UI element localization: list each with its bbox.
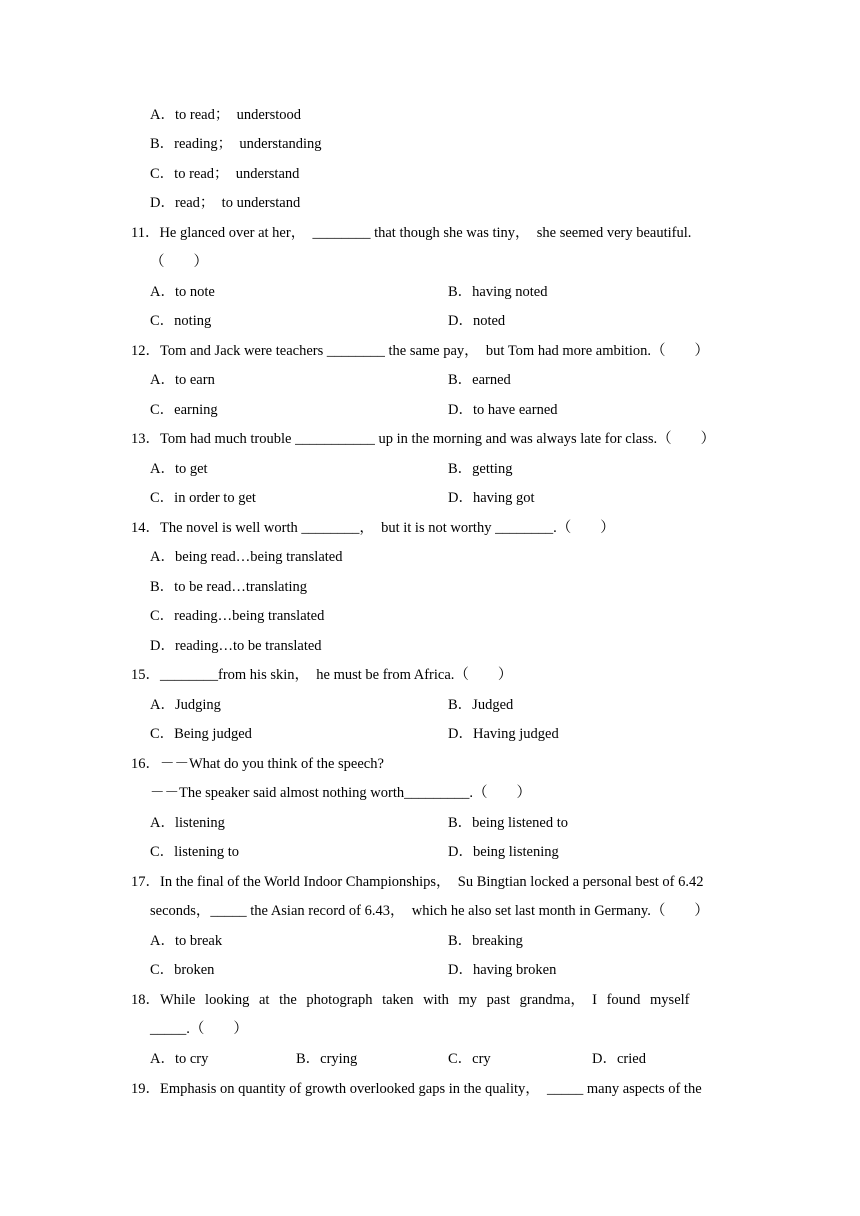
q18-option-c: C．cry bbox=[448, 1051, 491, 1067]
q12-option-c: C．earning bbox=[150, 402, 218, 418]
q16-option-a: A．listening bbox=[150, 815, 225, 831]
q17-option-b: B．breaking bbox=[448, 933, 523, 949]
q11-option-b: B．having noted bbox=[448, 284, 548, 300]
q11-option-a: A．to note bbox=[150, 284, 215, 300]
q17-stem-line1: 17．In the final of the World Indoor Championships， Su Bingtian locked a personal best of 6.42 bbox=[131, 874, 704, 890]
q10-option-b: B．reading； understanding bbox=[150, 136, 322, 152]
q14-option-d: D．reading…to be translated bbox=[150, 638, 322, 654]
q14-stem: 14．The novel is well worth ________， but it is not worthy ________.（ ） bbox=[131, 520, 615, 536]
q12-stem: 12．Tom and Jack were teachers ________ the same pay， but Tom had more ambition.（ ） bbox=[131, 343, 709, 359]
q14-option-c: C．reading…being translated bbox=[150, 608, 325, 624]
q18-stem-line2: _____.（ ） bbox=[150, 1021, 248, 1037]
q15-option-a: A．Judging bbox=[150, 697, 221, 713]
q15-option-c: C．Being judged bbox=[150, 726, 252, 742]
q18-option-b: B．crying bbox=[296, 1051, 358, 1067]
q14-option-a: A．being read…being translated bbox=[150, 549, 343, 565]
q16-stem-line2: －－The speaker said almost nothing worth_________.（ ） bbox=[150, 785, 531, 801]
q17-option-c: C．broken bbox=[150, 962, 215, 978]
q19-stem-line1: 19．Emphasis on quantity of growth overlooked gaps in the quality， _____ many aspects of the bbox=[131, 1081, 702, 1097]
q15-option-b: B．Judged bbox=[448, 697, 514, 713]
q17-option-a: A．to break bbox=[150, 933, 223, 949]
q15-option-d: D．Having judged bbox=[448, 726, 559, 742]
q15-stem: 15．________from his skin， he must be from Africa.（ ） bbox=[131, 667, 513, 683]
q10-option-a: A．to read； understood bbox=[150, 107, 302, 123]
q16-stem-line1: 16．－－What do you think of the speech? bbox=[131, 756, 384, 772]
q11-option-c: C．noting bbox=[150, 313, 212, 329]
q17-stem-line2: seconds，_____ the Asian record of 6.43， which he also set last month in Germany.（ ） bbox=[150, 903, 709, 919]
q18-option-d: D．cried bbox=[592, 1051, 646, 1067]
q18-option-a: A．to cry bbox=[150, 1051, 209, 1067]
q13-option-a: A．to get bbox=[150, 461, 208, 477]
q13-option-b: B．getting bbox=[448, 461, 513, 477]
q11-option-d: D．noted bbox=[448, 313, 506, 329]
q13-option-c: C．in order to get bbox=[150, 490, 256, 506]
q10-option-d: D．read； to understand bbox=[150, 195, 301, 211]
q16-option-d: D．being listening bbox=[448, 844, 559, 860]
q13-stem: 13．Tom had much trouble ___________ up in the morning and was always late for class.（ ） bbox=[131, 431, 716, 447]
q12-option-b: B．earned bbox=[448, 372, 511, 388]
q18-stem-line1: 18．While looking at the photograph taken with my past grandma， I found myself bbox=[131, 992, 690, 1008]
q11-stem: 11．He glanced over at her， ________ that though she was tiny， she seemed very beautiful. bbox=[131, 225, 692, 241]
q12-option-a: A．to earn bbox=[150, 372, 215, 388]
q16-option-b: B．being listened to bbox=[448, 815, 569, 831]
q13-option-d: D．having got bbox=[448, 490, 535, 506]
q11-answer-paren: （ ） bbox=[150, 254, 208, 270]
q17-option-d: D．having broken bbox=[448, 962, 557, 978]
q14-option-b: B．to be read…translating bbox=[150, 579, 308, 595]
q12-option-d: D．to have earned bbox=[448, 402, 558, 418]
q16-option-c: C．listening to bbox=[150, 844, 240, 860]
q10-option-c: C．to read； understand bbox=[150, 166, 300, 182]
